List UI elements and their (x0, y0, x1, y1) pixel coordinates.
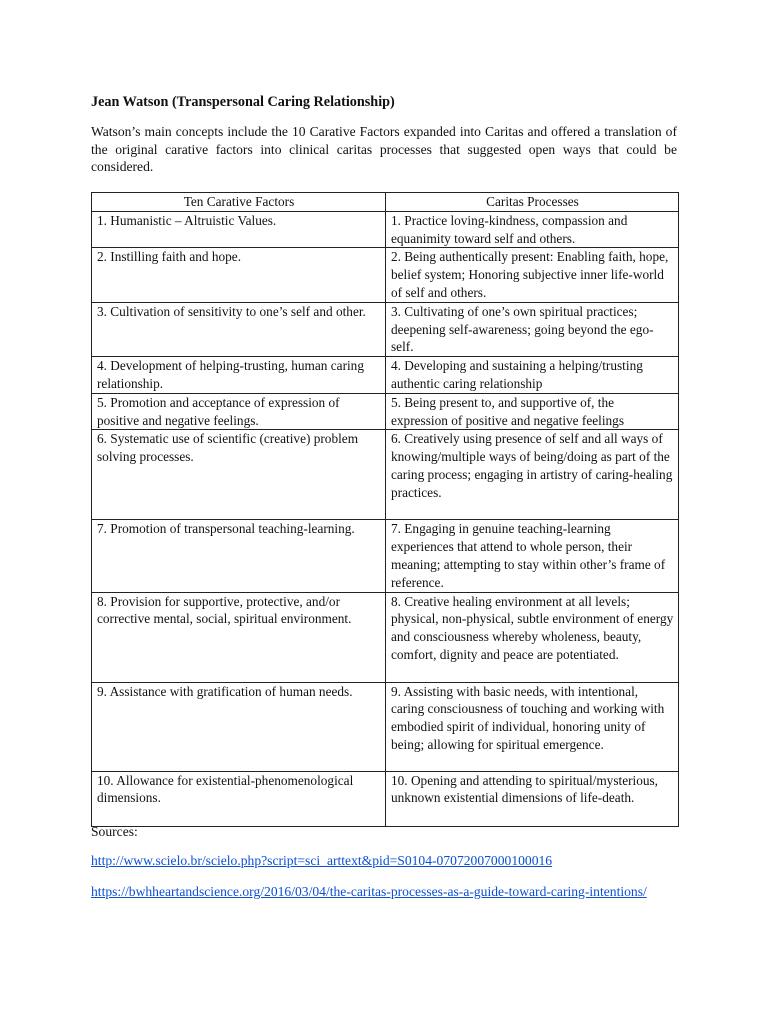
factor-cell: 6. Systematic use of scientific (creative) problem solving processes. (92, 430, 386, 520)
table-row (92, 393, 679, 430)
document-title: Jean Watson (Transpersonal Caring Relationship) (91, 94, 395, 110)
table-row (92, 302, 679, 356)
table-header-row (92, 193, 679, 212)
process-cell: 8. Creative healing environment at all levels; physical, non-physical, subtle environment of energy and consciousness whereby wholeness, beauty, comfort, dignity and peace are potentiated. (386, 592, 679, 682)
table-row (92, 430, 679, 520)
factor-cell: 8. Provision for supportive, protective, and/or corrective mental, social, spiritual environment. (92, 592, 386, 682)
table-row (92, 682, 679, 771)
source-link-scielo[interactable]: http://www.scielo.br/scielo.php?script=sci_arttext&pid=S0104-07072007000100016 (91, 853, 553, 868)
factor-cell: 5. Promotion and acceptance of expression of positive and negative feelings. (92, 393, 386, 430)
factor-cell: 3. Cultivation of sensitivity to one’s self and other. (92, 302, 386, 356)
process-cell: 4. Developing and sustaining a helping/trusting authentic caring relationship (386, 357, 679, 394)
factor-cell: 9. Assistance with gratification of human needs. (92, 682, 386, 771)
process-cell: 5. Being present to, and supportive of, the expression of positive and negative feelings (386, 393, 679, 430)
process-cell: 9. Assisting with basic needs, with intentional, caring consciousness of touching and working with embodied spirit of individual, honoring unity of being; allowing for spiritual emergence. (386, 682, 679, 771)
table-row (92, 771, 679, 826)
factor-cell: 10. Allowance for existential-phenomenological dimensions. (92, 771, 386, 826)
table-row (92, 248, 679, 302)
table-row (92, 520, 679, 592)
process-cell: 7. Engaging in genuine teaching-learning experiences that attend to whole person, their meaning; attempting to stay within other’s frame of reference. (386, 520, 679, 592)
factor-cell: 4. Development of helping-trusting, human caring relationship. (92, 357, 386, 394)
process-cell: 3. Cultivating of one’s own spiritual practices; deepening self-awareness; going beyond the ego-self. (386, 302, 679, 356)
intro-paragraph: Watson’s main concepts include the 10 Carative Factors expanded into Caritas and offered a translation of the original carative factors into clinical caritas processes that suggested open ways that could be considered. (91, 124, 677, 174)
carative-factors-table (91, 192, 679, 827)
process-cell: 1. Practice loving-kindness, compassion and equanimity toward self and others. (386, 211, 679, 248)
factor-cell: 2. Instilling faith and hope. (92, 248, 386, 302)
source-link-bwh[interactable]: https://bwhheartandscience.org/2016/03/04/the-caritas-processes-as-a-guide-toward-caring-intentions/ (91, 884, 647, 899)
sources-label: Sources: (91, 824, 138, 839)
process-cell: 6. Creatively using presence of self and all ways of knowing/multiple ways of being/doing as part of the caring process; engaging in artistry of caring-healing practices. (386, 430, 679, 520)
factor-cell: 7. Promotion of transpersonal teaching-learning. (92, 520, 386, 592)
table-row (92, 592, 679, 682)
factor-cell: 1. Humanistic – Altruistic Values. (92, 211, 386, 248)
process-cell: 2. Being authentically present: Enabling faith, hope, belief system; Honoring subjective inner life-world of self and others. (386, 248, 679, 302)
table-row (92, 211, 679, 248)
process-cell: 10. Opening and attending to spiritual/mysterious, unknown existential dimensions of life-death. (386, 771, 679, 826)
column-header-factors: Ten Carative Factors (92, 193, 386, 212)
column-header-processes: Caritas Processes (386, 193, 679, 212)
table-row (92, 357, 679, 394)
